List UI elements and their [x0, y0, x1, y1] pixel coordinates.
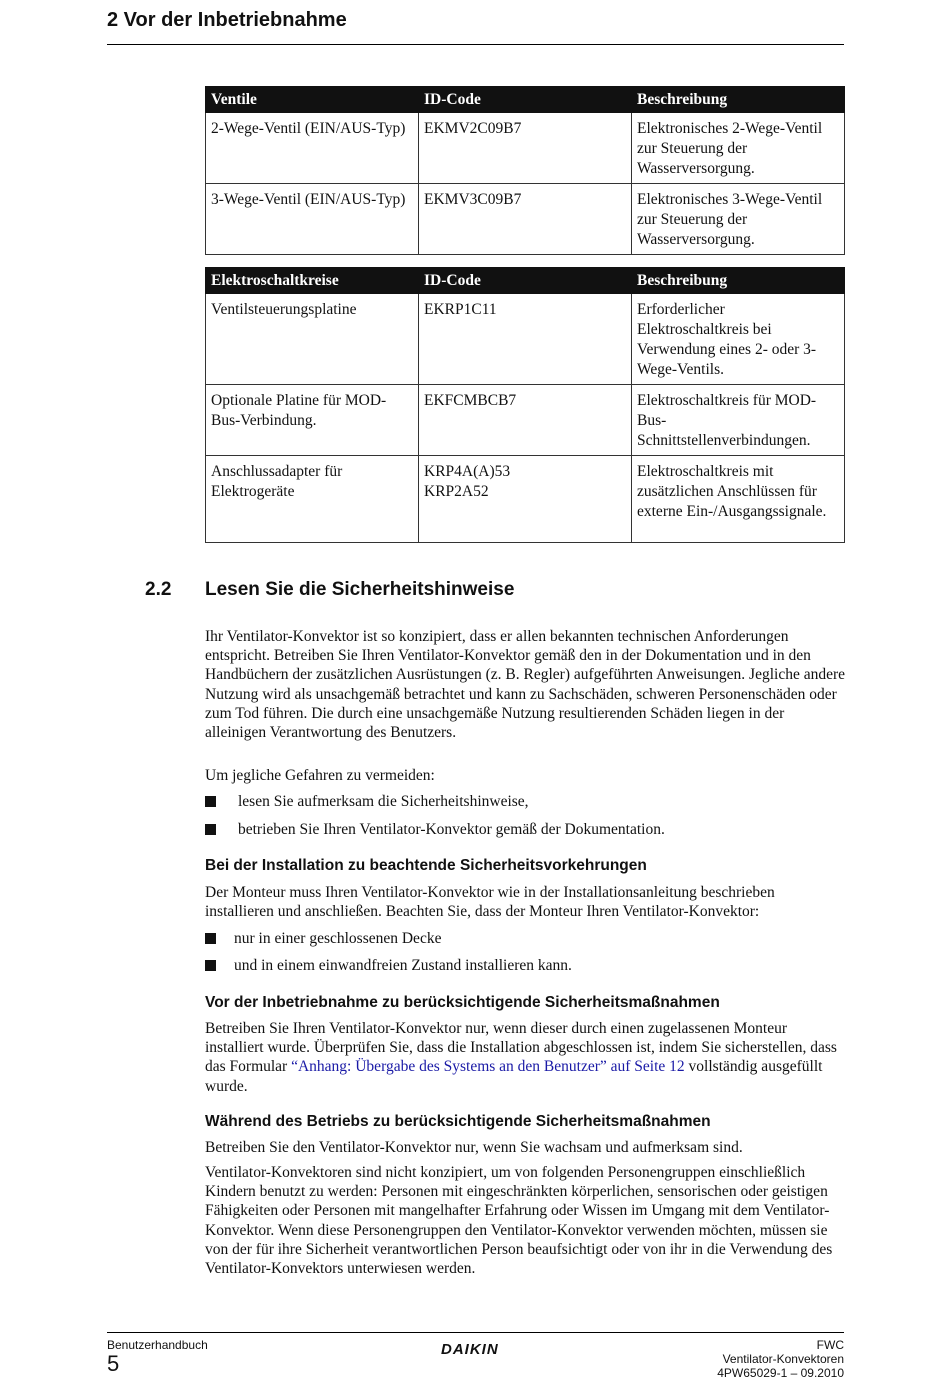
valves-table [205, 86, 845, 255]
table-cell: EKMV2C09B7 [419, 113, 632, 184]
bullet-square-icon [205, 933, 216, 944]
column-header: Ventile [206, 87, 419, 113]
table-row [206, 294, 845, 385]
page-number: 5 [107, 1351, 120, 1376]
intro-paragraph: Ihr Ventilator-Konvektor ist so konzipiert, dass er allen bekannten technischen Anforderungen entspricht. Betreiben Sie Ihren Ventilator-Konvektor gemäß den in der Dokumentation und in den Handbüchern der zusätzlichen Ausrüstungen (z. B. Regler) aufgeführten Anweisungen. Jegliche andere Nutzung wird als unsachgemäß betrachtet und kann zu Sachschäden, schweren Personenschäden oder zum Tod führen. Die durch eine unsachgemäße Nutzung resultierenden Schäden liegen in der alleinigen Verantwortung des Benutzers. [205, 628, 846, 742]
column-header: Beschreibung [632, 268, 845, 294]
column-header: Beschreibung [632, 87, 845, 113]
table-cell: Elektronisches 3-Wege-Ventil zur Steuerung der Wasserversorgung. [632, 184, 845, 255]
circuits-table-header [206, 268, 845, 294]
list-item-text: und in einem einwandfreien Zustand installieren kann. [234, 957, 572, 974]
list-item-text: nur in einer geschlossenen Decke [234, 930, 442, 947]
commission-paragraph [205, 1019, 845, 1096]
circuits-table [205, 267, 845, 543]
bullet-square-icon [205, 824, 216, 835]
commission-text-before: Betreiben Sie Ihren Ventilator-Konvektor nur, wenn dieser durch einen zugelassenen Monteur installiert wurde. Überprüfen Sie, dass die Installation abgeschlossen ist, indem Sie sicherstellen, dass das Formular [205, 1020, 837, 1076]
table-cell: EKRP1C11 [419, 294, 632, 385]
manual-type-label: Benutzerhandbuch [107, 1338, 208, 1352]
column-header: Elektroschaltkreise [206, 268, 419, 294]
install-heading: Bei der Installation zu beachtende Sicherheitsvorkehrungen [205, 857, 647, 874]
chapter-title: 2 Vor der Inbetriebnahme [107, 9, 347, 31]
table-cell: Elektronisches 2-Wege-Ventil zur Steuerung der Wasserversorgung. [632, 113, 845, 184]
table-cell: Elektroschaltkreis mit zusätzlichen Anschlüssen für externe Ein-/Ausgangssignale. [632, 456, 845, 543]
table-row [206, 113, 845, 184]
product-code: FWC [816, 1338, 844, 1352]
operation-paragraph-2: Ventilator-Konvektoren sind nicht konzipiert, um von folgenden Personengruppen einschließlich Kindern benutzt zu werden: Personen mit eingeschränkten körperlichen, sensorischen oder geistigen Fähigkeiten oder Personen mit mangelhafter Erfahrung oder Wissen im Umgang mit dem Ventilator-Konvektor. Wenn diese Personengruppen den Ventilator-Konvektor verwenden möchten, müssen sie von der für ihre Sicherheit verantwortlichen Person beaufsichtigt oder von ihr in die Verwendung des Ventilator-Konvektors unterwiesen werden. [205, 1164, 833, 1278]
list-item-text: lesen Sie aufmerksam die Sicherheitshinweise, [238, 793, 529, 810]
table-cell: KRP4A(A)53 KRP2A52 [419, 456, 632, 543]
header-rule [107, 44, 844, 45]
document-number: 4PW65029-1 – 09.2010 [717, 1366, 844, 1380]
daikin-logo: DAIKIN [441, 1341, 499, 1358]
commission-heading: Vor der Inbetriebnahme zu berücksichtigende Sicherheitsmaßnahmen [205, 994, 720, 1011]
table-cell: Anschlussadapter für Elektrogeräte [206, 456, 419, 543]
section-title [145, 579, 514, 601]
column-header: ID-Code [419, 87, 632, 113]
install-paragraph: Der Monteur muss Ihren Ventilator-Konvektor wie in der Installationsanleitung beschrieben installieren und anschließen. Beachten Sie, dass der Monteur Ihren Ventilator-Konvektor: [205, 884, 775, 921]
operation-paragraph-1: Betreiben Sie den Ventilator-Konvektor nur, wenn Sie wachsam und aufmerksam sind. [205, 1139, 743, 1156]
table-cell: Optionale Platine für MOD-Bus-Verbindung. [206, 385, 419, 456]
valves-table-header [206, 87, 845, 113]
list-item-text: betrieben Sie Ihren Ventilator-Konvektor gemäß der Dokumentation. [238, 821, 665, 838]
page-header [107, 8, 844, 32]
table-cell: Elektroschaltkreis für MOD-Bus-Schnittstellenverbindungen. [632, 385, 845, 456]
bullet-square-icon [205, 960, 216, 971]
table-cell: 2-Wege-Ventil (EIN/AUS-Typ) [206, 113, 419, 184]
operation-heading: Während des Betriebs zu berücksichtigende Sicherheitsmaßnahmen [205, 1113, 711, 1130]
footer-rule [107, 1332, 844, 1333]
table-row [206, 184, 845, 255]
table-cell: EKFCMBCB7 [419, 385, 632, 456]
section-number: 2.2 [145, 579, 172, 600]
table-row [206, 385, 845, 456]
table-cell: Erforderlicher Elektroschaltkreis bei Verwendung eines 2- oder 3-Wege-Ventils. [632, 294, 845, 385]
product-name: Ventilator-Konvektoren [722, 1352, 844, 1366]
commission-text-after: vollständig ausgefüllt wurde. [205, 1058, 823, 1095]
table-cell: 3-Wege-Ventil (EIN/AUS-Typ) [206, 184, 419, 255]
table-cell: EKMV3C09B7 [419, 184, 632, 255]
table-row [206, 456, 845, 543]
avoid-lead: Um jegliche Gefahren zu vermeiden: [205, 767, 435, 784]
footer-product-info [717, 1338, 844, 1380]
table-cell: Ventilsteuerungsplatine [206, 294, 419, 385]
appendix-link[interactable]: “Anhang: Übergabe des Systems an den Benutzer” auf Seite 12 [291, 1058, 685, 1076]
column-header: ID-Code [419, 268, 632, 294]
bullet-square-icon [205, 796, 216, 807]
section-title-text: Lesen Sie die Sicherheitshinweise [205, 579, 515, 600]
